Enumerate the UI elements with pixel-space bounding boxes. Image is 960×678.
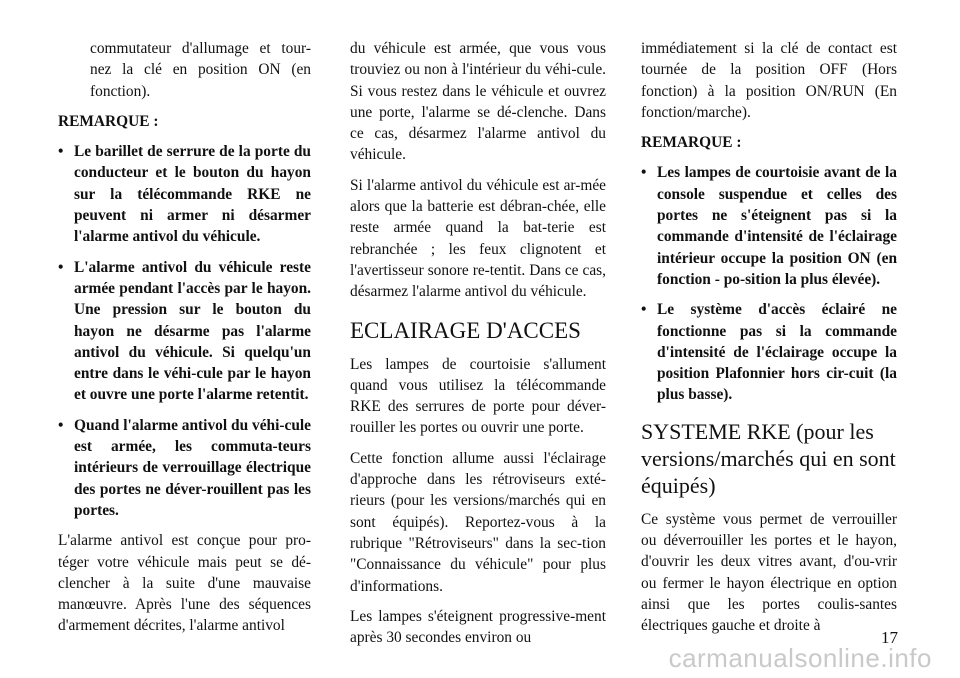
bullet-icon: •	[58, 143, 64, 161]
bullet-text: Le barillet de serrure de la porte du conducteur et le bouton du hayon sur la télécommande RKE ne peuvent ni armer ni désarmer l'alarme antivol du véhicule.	[74, 143, 311, 246]
body-paragraph: Les lampes s'éteignent progressive-ment après 30 secondes environ ou	[350, 607, 606, 647]
body-paragraph: Ce système vous permet de verrouiller ou déverrouiller les portes et le hayon, d'ouvrir les deux vitres avant, d'ou-vrir ou fermer le hayon électrique en option ainsi que les portes coulis-santes électriques gauche et droite à	[641, 510, 897, 635]
note-bullet-list	[58, 141, 311, 521]
bullet-item	[58, 415, 311, 521]
note-label: REMARQUE :	[58, 112, 159, 130]
text-column-3	[641, 38, 897, 646]
text-column-1	[58, 38, 311, 646]
bullet-text: Quand l'alarme antivol du véhi-cule est armée, les commuta-teurs intérieurs de verrouillage électrique des portes ne déver-rouillent pas les portes.	[74, 416, 311, 519]
section-heading: ECLAIRAGE D'ACCES	[350, 317, 581, 343]
bullet-item	[641, 162, 897, 290]
bullet-icon: •	[641, 164, 647, 182]
body-paragraph: L'alarme antivol est conçue pour pro-téger votre véhicule mais peut se dé-clencher à la suite d'une mauvaise manœuvre. Après l'une des séquences d'armement décrites, l'alarme antivol	[58, 532, 311, 635]
page-number: 17	[881, 628, 898, 647]
bullet-icon: •	[58, 258, 64, 276]
body-paragraph: immédiatement si la clé de contact est tournée de la position OFF (Hors fonction) à la position ON/RUN (En fonction/marche).	[641, 40, 897, 121]
bullet-item	[641, 299, 897, 405]
text-column-2	[350, 38, 606, 657]
note-bullet-list	[641, 162, 897, 405]
bullet-item	[58, 257, 311, 406]
bullet-text: Les lampes de courtoisie avant de la console suspendue et celles des portes ne s'éteignent pas si la commande d'intensité de l'éclairage intérieur occupe la position ON (en fonction - po-sition la plus élevée).	[657, 164, 897, 288]
watermark: carmanualsonline.info	[668, 643, 932, 673]
body-paragraph: du véhicule est armée, que vous vous trouviez ou non à l'intérieur du véhi-cule. Si vous restez dans le véhicule et ouvrez une porte, l'alarme se dé-clenche. Dans ce cas, désarmez l'alarme antivol du véhicule.	[350, 40, 606, 164]
body-paragraph: Cette fonction allume aussi l'éclairage d'approche dans les rétroviseurs exté-rieurs (pour les versions/marchés qui en sont équipés). Reportez-vous à la rubrique "Rétroviseurs" dans la sec-tion "Connaissance du véhicule" pour plus d'informations.	[350, 449, 606, 595]
bullet-icon: •	[641, 301, 647, 319]
body-paragraph: Les lampes de courtoisie s'allument quand vous utilisez la télécommande RKE des serrures de porte pour déver-rouiller les portes ou ouvrir une porte.	[350, 355, 606, 437]
section-heading: SYSTEME RKE (pour les versions/marchés qui en sont équipés)	[641, 418, 896, 498]
bullet-item	[58, 141, 311, 247]
continued-paragraph: commutateur d'allumage et tour-nez la clé en position ON (en fonction).	[90, 40, 311, 100]
bullet-text: Le système d'accès éclairé ne fonctionne pas si la commande d'intensité de l'éclairage occupe la position Plafonnier hors cir-cuit (la plus basse).	[657, 301, 897, 404]
note-label: REMARQUE :	[641, 134, 742, 152]
bullet-icon: •	[58, 416, 64, 434]
bullet-text: L'alarme antivol du véhicule reste armée pendant l'accès par le hayon. Une pression sur le bouton du hayon ne désarme pas l'alarme antivol du véhicule. Si quelqu'un entre dans le véhi-cule par le hayon et ouvre une porte l'alarme retentit.	[74, 258, 311, 404]
body-paragraph: Si l'alarme antivol du véhicule est ar-mée alors que la batterie est débran-chée, elle reste armée quand la bat-terie est rebranchée ; les feux clignotent et l'avertisseur sonore re-tentit. Dans ce cas, désarmez l'alarme antivol du véhicule.	[350, 176, 606, 301]
